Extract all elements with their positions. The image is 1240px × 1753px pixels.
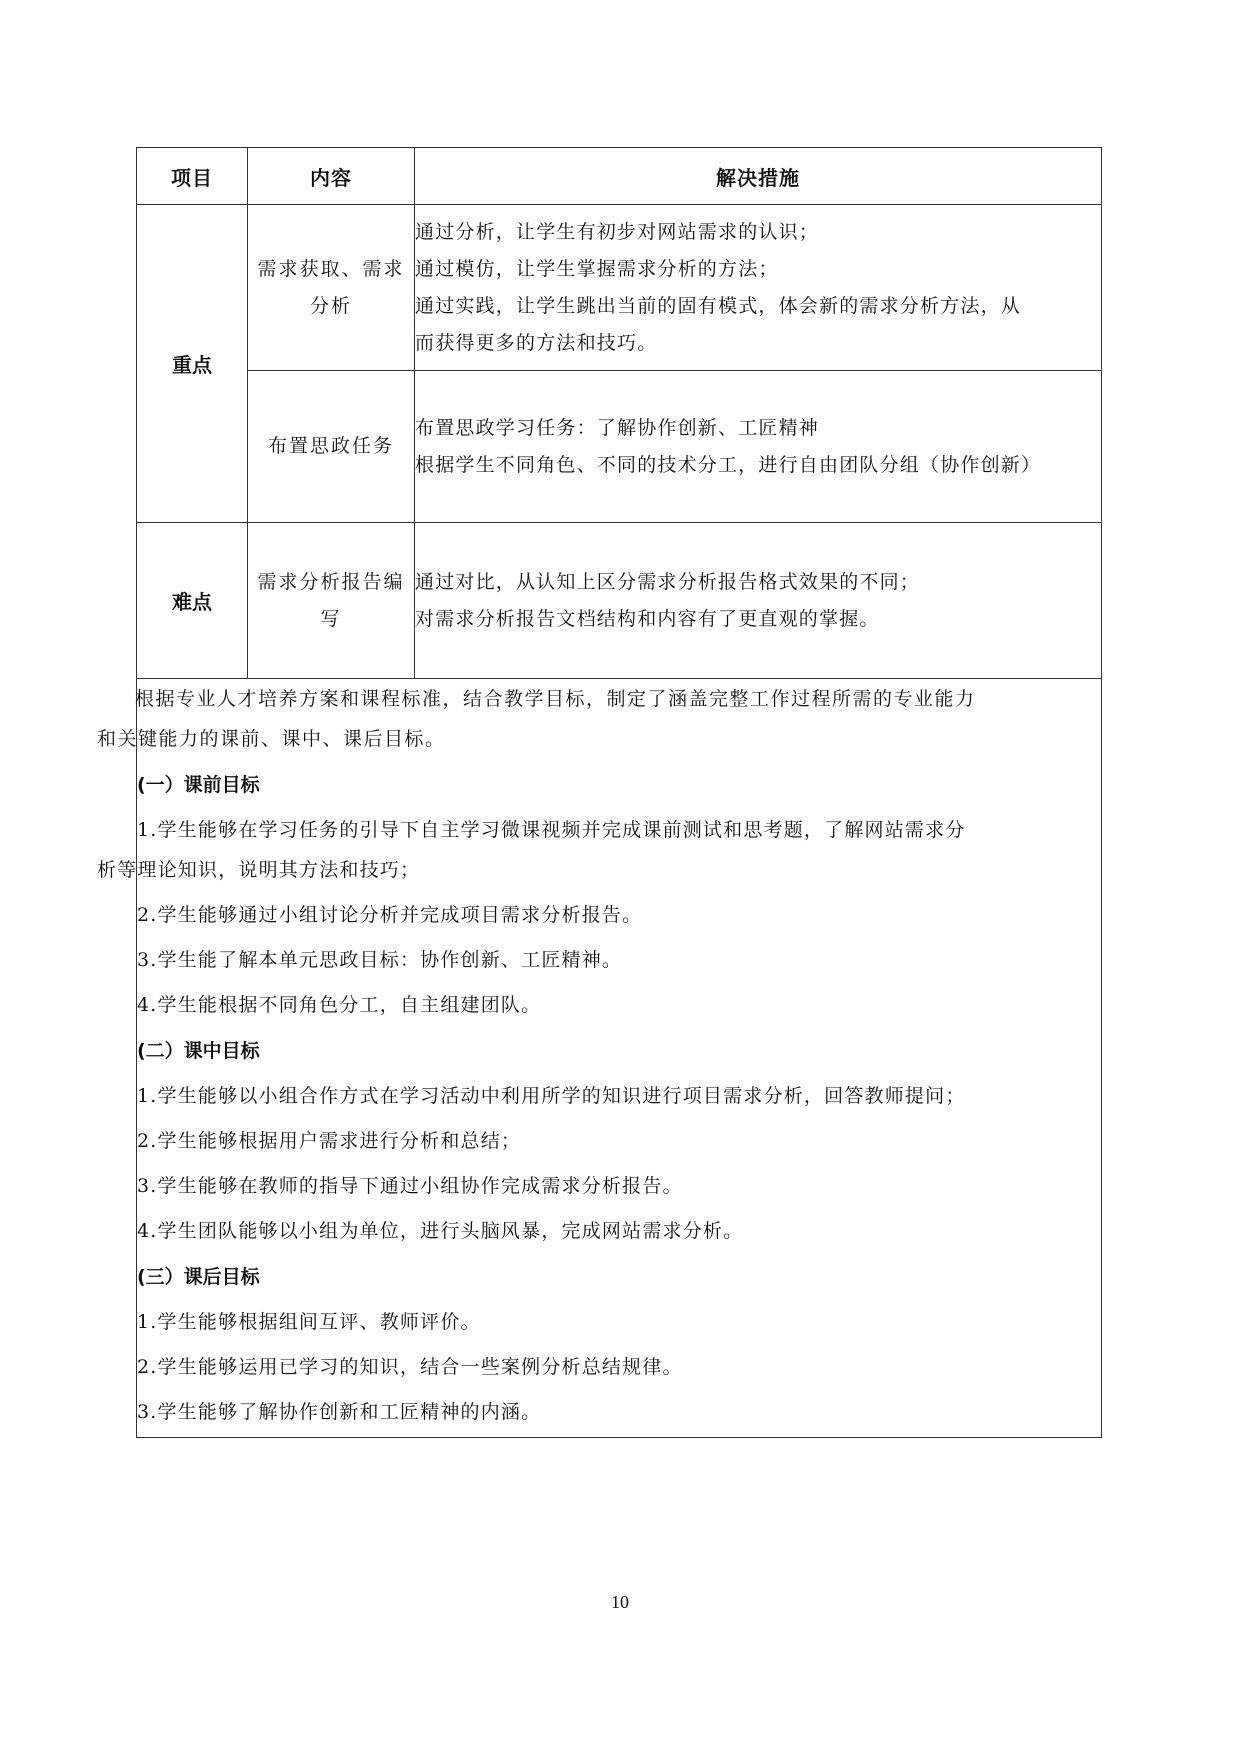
- goal-section-post-class: [137, 1257, 1101, 1432]
- goal-item-line1: 1.学生能够根据组间互评、教师评价。: [137, 1311, 481, 1333]
- goal-item: [97, 810, 1101, 890]
- table-row: [137, 523, 1102, 679]
- teaching-plan-table: [97, 147, 1102, 1438]
- header-measures: 解决措施: [415, 148, 1102, 205]
- goals-intro-line1: 根据专业人才培养方案和课程标准，结合教学目标，制定了涵盖完整工作过程所需的专业能力: [135, 688, 976, 710]
- goal-item-line1: 3.学生能够了解协作创新和工匠精神的内涵。: [137, 1401, 542, 1423]
- table-header-row: [137, 148, 1102, 205]
- table-row: [137, 371, 1102, 523]
- goal-item: [137, 1211, 1101, 1251]
- key-point-measures-1: [415, 205, 1102, 371]
- goal-item: [137, 985, 1101, 1025]
- goal-item-line1: 3.学生能够在教师的指导下通过小组协作完成需求分析报告。: [137, 1175, 683, 1197]
- measure-line: 通过分析，让学生有初步对网站需求的认识；: [415, 220, 820, 243]
- difficulty-content-1: 需求分析报告编写: [248, 523, 415, 679]
- goal-item: [137, 1076, 1101, 1116]
- goal-item: [137, 1166, 1101, 1206]
- measure-line: 通过实践，让学生跳出当前的固有模式，体会新的需求分析方法，从: [415, 294, 1022, 317]
- goals-row: [137, 679, 1102, 1438]
- measure-line: 通过对比，从认知上区分需求分析报告格式效果的不同；: [415, 570, 921, 593]
- goal-item-line1: 2.学生能够根据用户需求进行分析和总结；: [137, 1130, 522, 1152]
- goal-item: [137, 1392, 1101, 1432]
- table-row: [137, 205, 1102, 371]
- measure-line: 根据学生不同角色、不同的技术分工，进行自由团队分组（协作创新）: [415, 453, 1042, 476]
- goal-item-line2: 析等理论知识，说明其方法和技巧；: [97, 859, 421, 881]
- goal-item: [137, 940, 1101, 980]
- key-point-content-2: 布置思政任务: [248, 371, 415, 523]
- goal-item: [137, 895, 1101, 935]
- key-points-label: 重点: [137, 205, 248, 523]
- goal-item-line1: 2.学生能够运用已学习的知识，结合一些案例分析总结规律。: [137, 1356, 683, 1378]
- measure-line: 布置思政学习任务：了解协作创新、工匠精神: [415, 416, 820, 439]
- goal-section-in-class: [137, 1031, 1101, 1251]
- measure-line: 通过模仿，让学生掌握需求分析的方法；: [415, 257, 779, 280]
- key-point-measures-2: [415, 371, 1102, 523]
- goal-item-line1: 4.学生团队能够以小组为单位，进行头脑风暴，完成网站需求分析。: [137, 1220, 744, 1242]
- goals-cell: [97, 679, 1102, 1438]
- difficulties-label: 难点: [137, 523, 248, 679]
- goal-item-line1: 2.学生能够通过小组讨论分析并完成项目需求分析报告。: [137, 904, 643, 926]
- goal-item-line1: 1.学生能够以小组合作方式在学习活动中利用所学的知识进行项目需求分析，回答教师提问；: [137, 1085, 966, 1107]
- goals-intro-line2: 和关键能力的课前、课中、课后目标。: [97, 728, 446, 750]
- header-content: 内容: [248, 148, 415, 205]
- goal-item-line1: 1.学生能够在学习任务的引导下自主学习微课视频并完成课前测试和思考题，了解网站需求分: [137, 819, 966, 841]
- measure-line: 对需求分析报告文档结构和内容有了更直观的掌握。: [415, 607, 880, 630]
- goal-item: [137, 1302, 1101, 1342]
- header-item: 项目: [137, 148, 248, 205]
- goal-item-line1: 4.学生能根据不同角色分工，自主组建团队。: [137, 994, 542, 1016]
- goals-intro: [97, 679, 1101, 759]
- measure-line: 而获得更多的方法和技巧。: [415, 331, 658, 354]
- difficulty-measures-1: [415, 523, 1102, 679]
- goal-section-pre-class: [97, 765, 1101, 1025]
- page-number: 10: [611, 1592, 629, 1612]
- goal-item: [137, 1121, 1101, 1161]
- goal-section-heading: (三）课后目标: [137, 1266, 260, 1288]
- goal-item: [137, 1347, 1101, 1387]
- goal-item-line1: 3.学生能了解本单元思政目标：协作创新、工匠精神。: [137, 949, 623, 971]
- key-point-content-1: 需求获取、需求分析: [248, 205, 415, 371]
- goal-section-heading: (二）课中目标: [137, 1040, 260, 1062]
- goal-section-heading: (一）课前目标: [137, 774, 260, 796]
